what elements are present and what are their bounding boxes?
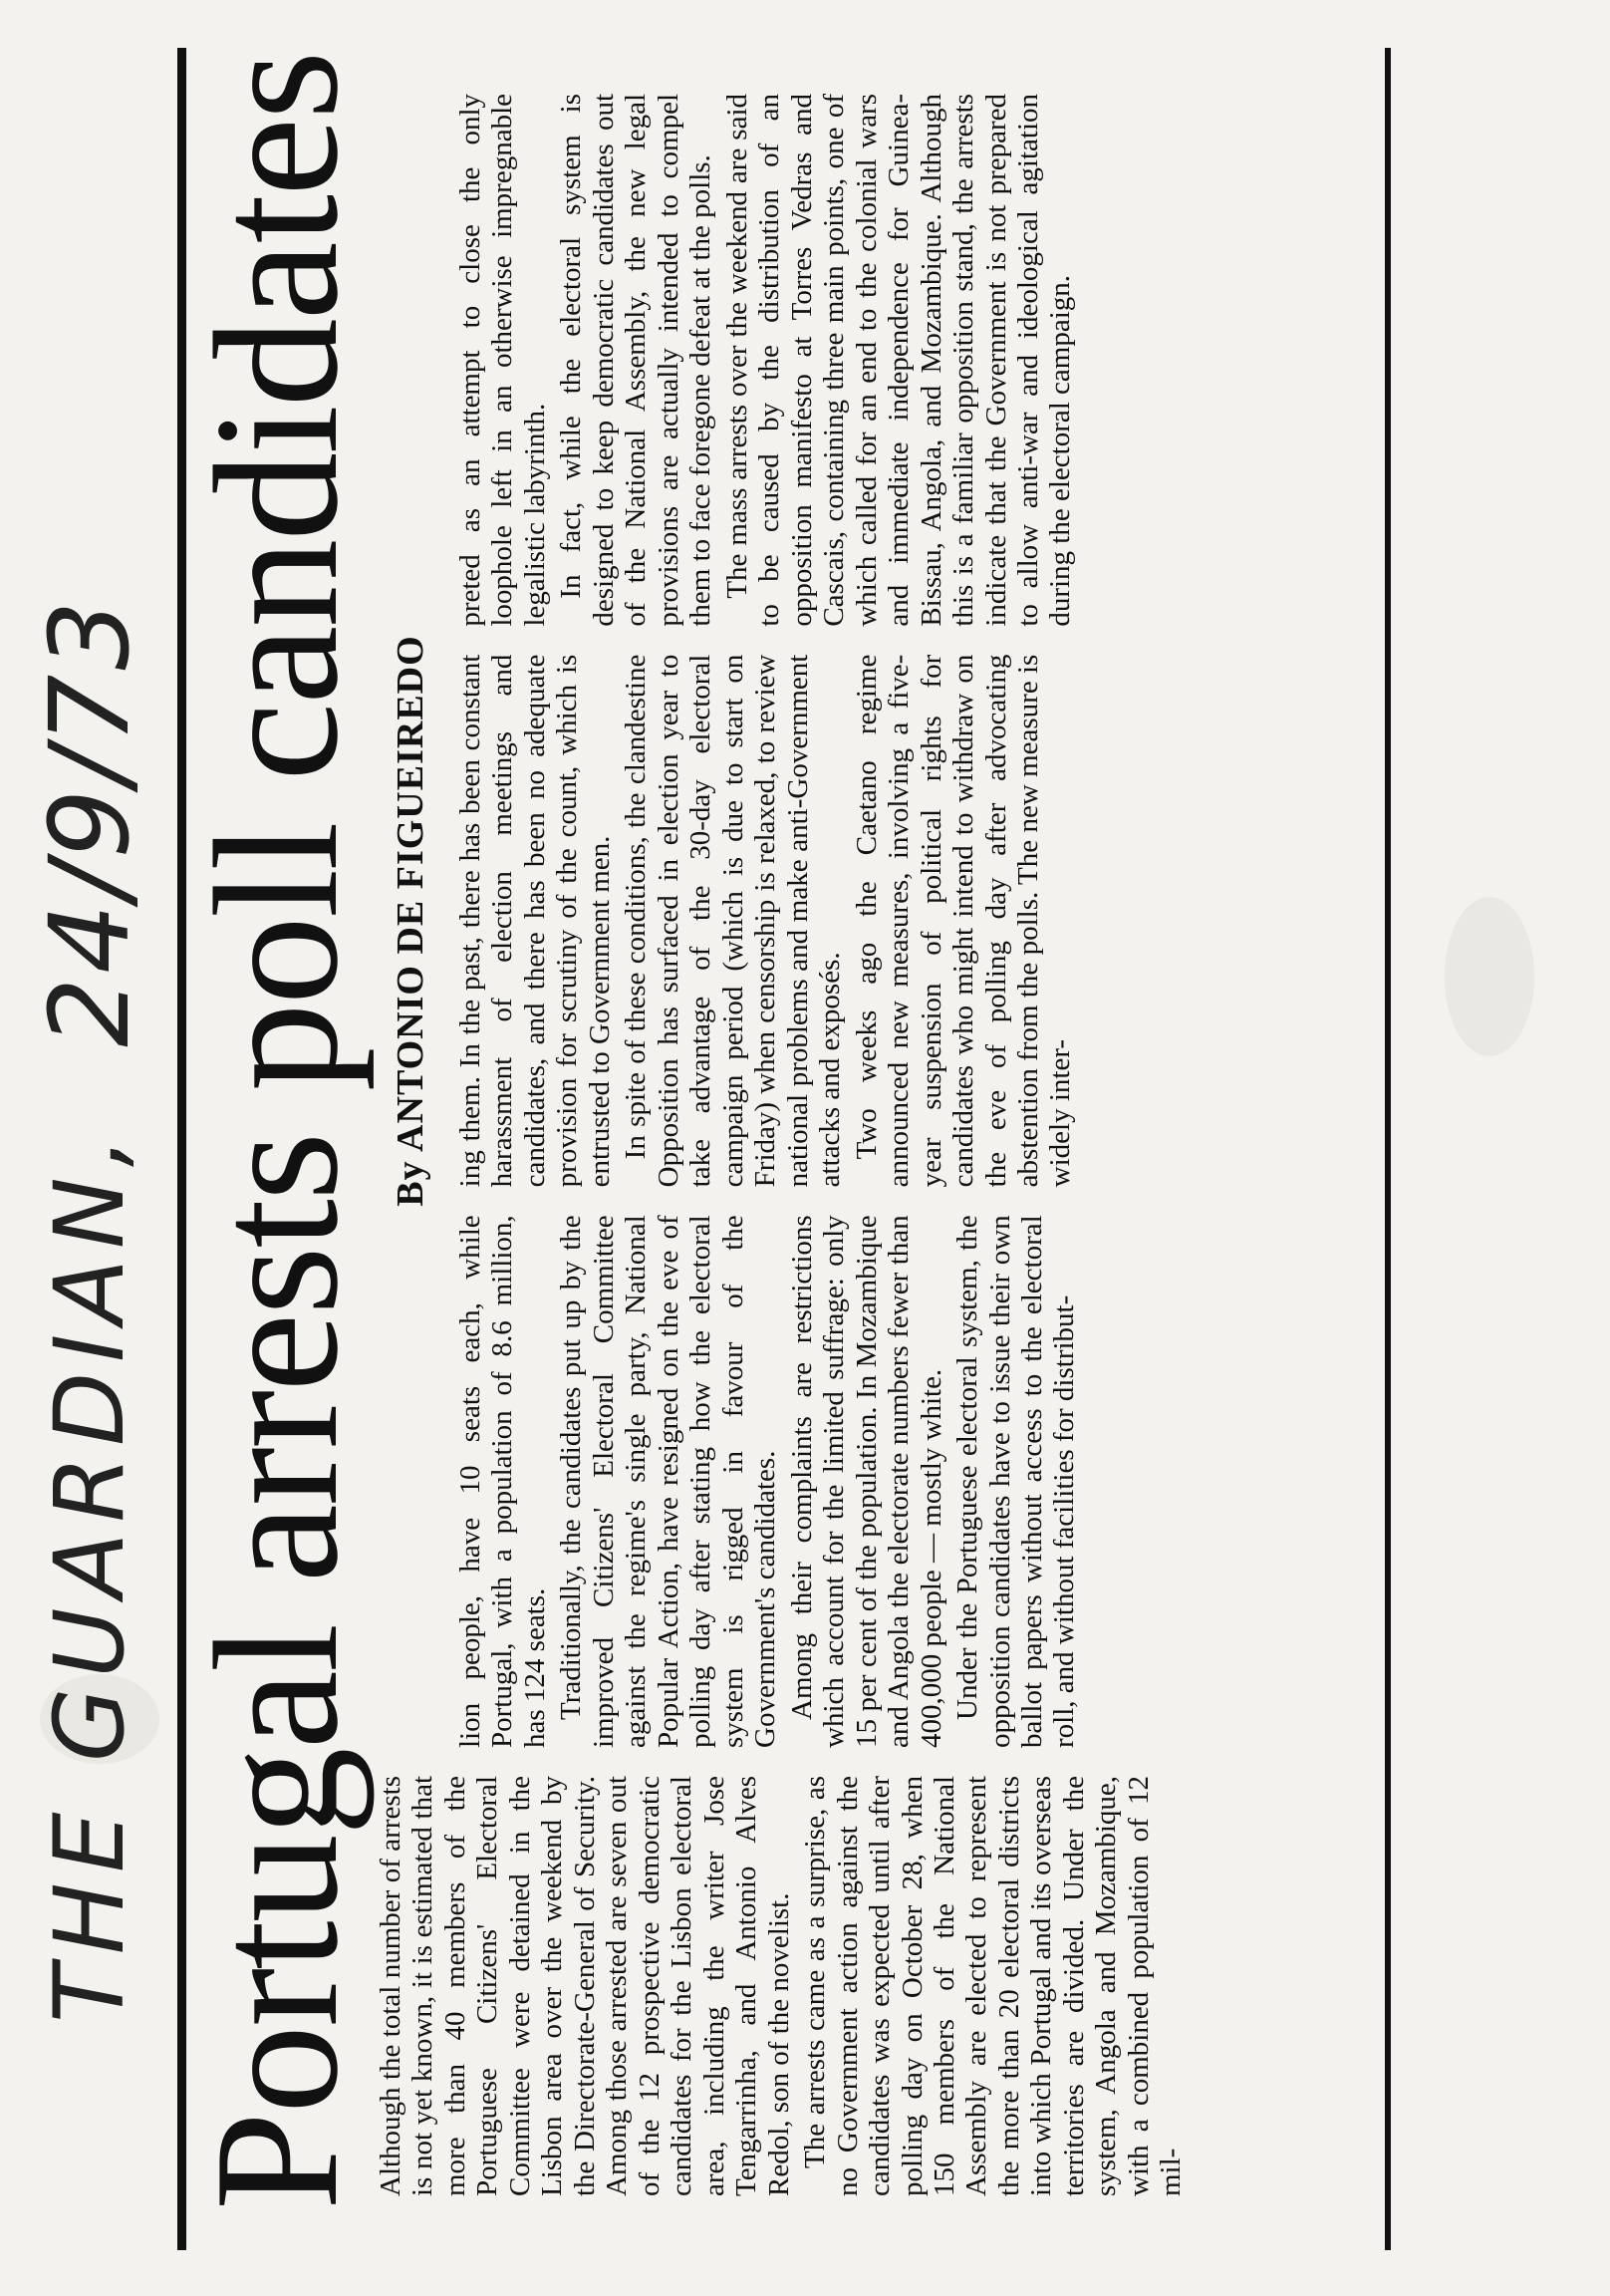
- article: [177, 52, 1387, 2240]
- handwritten-annotation: [0, 0, 179, 2296]
- article-column-1: [375, 1762, 1271, 2210]
- article-headline: Portugal arrests poll candidates: [177, 52, 375, 2210]
- paragraph: In spite of these conditions, the clandestine Opposition has surfaced in election year to take advantage of the 30-day electoral campaign period (which is due to start on Friday) when censorship is relaxed, to review national problems and make anti-Government attacks and exposés.: [620, 654, 847, 1188]
- article-column-2: [454, 1201, 1271, 1762]
- paragraph: Among their complaints are restrictions which account for the limited suffrage: only 15 per cent of the population. In Mozambique and Angola the electorate numbers fewer than 400,000 people — mostly white.: [785, 1215, 947, 1748]
- paragraph: lion people, have 10 seats each, while Portugal, with a population of 8.6 million, has 124 seats.: [454, 1215, 551, 1748]
- paper-stain: [1445, 897, 1534, 1056]
- handwritten-date: 24/9/73: [26, 596, 153, 1047]
- handwritten-publication: THE GUARDIAN,: [34, 1126, 145, 2023]
- article-column-4: [454, 80, 1271, 641]
- newspaper-clipping: [177, 48, 1391, 2250]
- paragraph: ing them. In the past, there has been constant harassment of election meetings and candidates, and there has been no adequate provision for scrutiny of the count, which is entrusted to Government men.: [454, 654, 616, 1188]
- article-column-3: [454, 641, 1271, 1202]
- paragraph: preted as an attempt to close the only loophole left in an otherwise impregnable legalistic labyrinth.: [454, 93, 551, 627]
- paragraph: Two weeks ago the Caetano regime announced new measures, involving a five-year suspension of political rights for candidates who might intend to withdraw on the eve of polling day after advocating abstention from the polls. The new measure is widely inter-: [850, 654, 1077, 1188]
- paragraph: In fact, while the electoral system is designed to keep democratic candidates out of the National Assembly, the new legal provisions are actually intended to compel them to face foregone defeat at the polls.: [555, 93, 717, 627]
- paragraph: Under the Portuguese electoral system, the opposition candidates have to issue their own ballot papers without access to the electoral roll, and without facilities for distribut-: [951, 1215, 1081, 1748]
- paragraph: The mass arrests over the weekend are said to be caused by the distribution of an opposition manifesto at Torres Vedras and Cascais, containing three main points, one of which called for an end to the colonial wars and immediate independence for Guinea-Bissau, Angola, and Mozambique. Although this is a familiar opposition stand, the arrests indicate that the Government is not prepared to allow anti-war and ideological agitation during the electoral campaign.: [720, 93, 1077, 627]
- paragraph: Although the total number of arrests is not yet known, it is estimated that more than 40 members of the Portuguese Citizens' Electoral Committee were detained in the Lisbon area over the weekend by the Directorate-General of Security. Among those arrested are seven out of the 12 prospective democratic candidates for the Lisbon electoral area, including the writer Jose Tengarrinha, and Antonio Alves Redol, son of the novelist.: [375, 1776, 795, 2196]
- paragraph: Traditionally, the candidates put up by the improved Citizens' Electoral Committee against the regime's single party, National Popular Action, have resigned on the eve of polling day after stating how the electoral system is rigged in favour of the Government's candidates.: [555, 1215, 782, 1748]
- paragraph: The arrests came as a surprise, as no Government action against the candidates was expected until after polling day on October 28, when 150 members of the National Assembly are elected to represent the more than 20 electoral districts into which Portugal and its overseas territories are divided. Under the system, Angola and Mozambique, with a combined population of 12 mil-: [799, 1776, 1188, 2196]
- article-byline: By ANTONIO DE FIGUEIREDO: [390, 635, 431, 1207]
